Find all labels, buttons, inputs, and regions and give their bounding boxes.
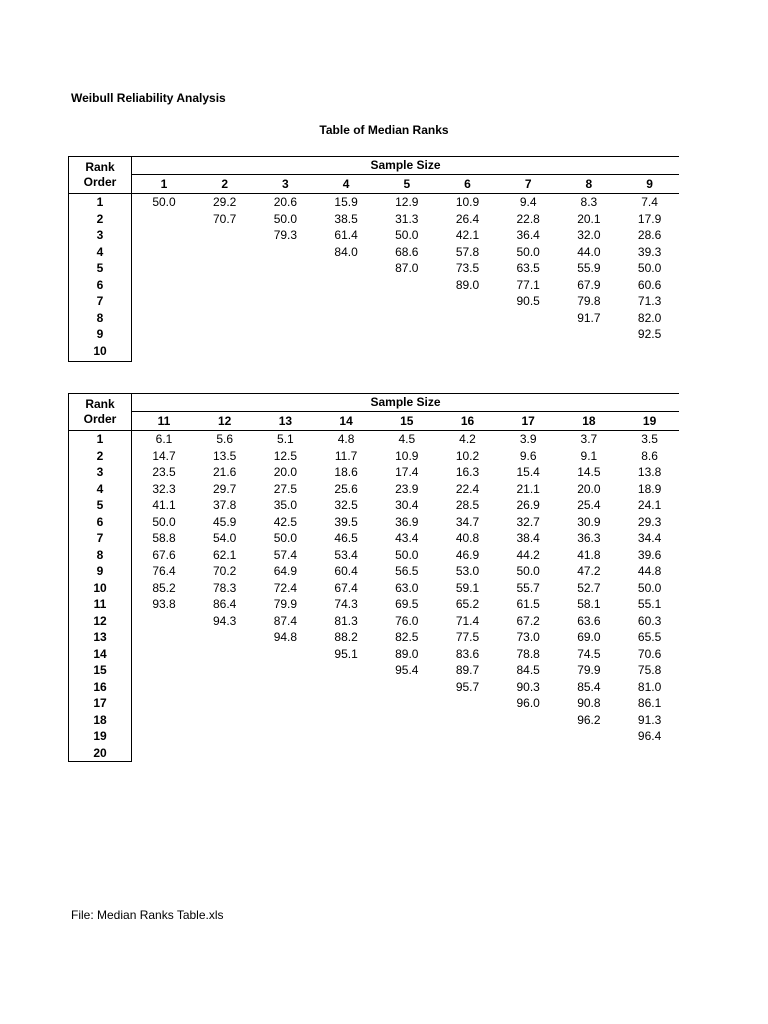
median-rank-cell: 11.7 [334, 448, 358, 463]
median-rank-cell: 63.5 [516, 261, 540, 275]
median-rank-cell: 86.4 [213, 597, 237, 611]
median-rank-cell: 38.4 [516, 531, 540, 545]
median-rank-cell: 14.7 [152, 448, 176, 463]
rank-order-cell: 4 [96, 481, 104, 496]
rank-order-header [68, 160, 132, 190]
median-rank-cell: 36.3 [577, 531, 601, 545]
median-rank-cell: 94.8 [273, 630, 298, 644]
median-rank-cell: 50.0 [273, 211, 298, 226]
median-rank-cell: 84.0 [334, 244, 358, 259]
median-rank-cell: 65.5 [637, 630, 662, 644]
median-rank-cell: 32.3 [152, 481, 176, 496]
median-rank-cell: 46.9 [455, 547, 480, 562]
median-rank-cell: 59.1 [455, 580, 480, 595]
median-rank-cell: 72.4 [273, 580, 298, 595]
sample-size-column-header: 13 [278, 414, 293, 428]
median-rank-cell: 18.6 [334, 465, 358, 479]
rank-header-line2: Order [83, 175, 117, 189]
median-rank-cell: 96.2 [577, 712, 601, 727]
median-rank-cell: 61.5 [516, 597, 540, 611]
median-rank-cell: 95.4 [395, 663, 419, 677]
median-rank-cell: 24.1 [637, 498, 662, 512]
median-rank-cell: 65.2 [455, 597, 480, 611]
rank-order-cell: 13 [93, 630, 107, 644]
median-rank-cell: 55.7 [516, 580, 540, 595]
median-rank-cell: 29.7 [213, 481, 237, 496]
median-rank-cell: 25.4 [577, 498, 601, 512]
median-rank-cell: 76.4 [152, 564, 176, 578]
median-ranks-table-1 [68, 156, 679, 362]
median-rank-cell: 36.4 [516, 228, 540, 242]
median-rank-cell: 32.5 [334, 498, 358, 512]
median-rank-cell: 71.3 [637, 294, 662, 308]
median-rank-cell: 83.6 [455, 646, 480, 661]
median-rank-cell: 39.6 [637, 547, 662, 562]
median-rank-cell: 63.0 [395, 580, 419, 595]
median-rank-cell: 92.5 [637, 327, 662, 341]
median-rank-cell: 87.0 [395, 261, 419, 275]
median-rank-cell: 63.6 [577, 613, 601, 628]
median-rank-cell: 75.8 [637, 663, 662, 677]
median-rank-cell: 23.9 [395, 481, 419, 496]
median-rank-cell: 13.5 [213, 448, 237, 463]
median-rank-cell: 81.3 [334, 613, 358, 628]
sample-size-column-header: 12 [218, 414, 232, 428]
rank-order-cell: 10 [93, 343, 107, 358]
median-rank-cell: 57.4 [273, 547, 298, 562]
median-rank-cell: 77.1 [516, 277, 540, 292]
median-rank-cell: 50.0 [516, 564, 540, 578]
median-rank-cell: 7.4 [641, 195, 658, 209]
sample-size-column-header: 7 [524, 177, 532, 191]
median-rank-cell: 27.5 [273, 481, 298, 496]
median-rank-cell: 69.0 [577, 630, 601, 644]
median-rank-cell: 3.9 [519, 432, 537, 446]
median-rank-cell: 28.5 [455, 498, 480, 512]
median-rank-cell: 47.2 [577, 564, 601, 578]
rank-header-line2: Order [83, 412, 117, 426]
rank-order-cell: 11 [93, 597, 107, 611]
rank-order-cell: 6 [96, 277, 104, 292]
median-rank-cell: 53.4 [334, 547, 358, 562]
median-rank-cell: 55.1 [637, 597, 662, 611]
median-rank-cell: 3.5 [641, 432, 658, 446]
median-rank-cell: 53.0 [455, 564, 480, 578]
median-rank-cell: 69.5 [395, 597, 419, 611]
median-rank-cell: 60.3 [637, 613, 662, 628]
median-rank-cell: 39.5 [334, 514, 358, 529]
median-rank-cell: 50.0 [637, 261, 662, 275]
median-rank-cell: 43.4 [395, 531, 419, 545]
median-rank-cell: 39.3 [637, 244, 662, 259]
rank-order-cell: 3 [96, 228, 104, 242]
rank-header-line1: Rank [85, 160, 115, 174]
median-rank-cell: 22.4 [455, 481, 480, 496]
median-rank-cell: 3.7 [580, 432, 598, 446]
median-rank-cell: 44.0 [577, 244, 601, 259]
median-rank-cell: 21.6 [213, 465, 237, 479]
median-rank-cell: 50.0 [395, 547, 419, 562]
rank-order-cell: 16 [93, 679, 107, 694]
median-rank-cell: 96.4 [637, 729, 662, 743]
median-rank-cell: 5.1 [277, 432, 294, 446]
median-rank-cell: 78.8 [516, 646, 540, 661]
median-rank-cell: 70.6 [637, 646, 662, 661]
median-rank-cell: 50.0 [273, 531, 298, 545]
rank-order-cell: 1 [96, 432, 104, 446]
median-rank-cell: 35.0 [273, 498, 298, 512]
median-rank-cell: 89.7 [455, 663, 480, 677]
median-rank-cell: 9.6 [519, 448, 537, 463]
median-rank-cell: 30.9 [577, 514, 601, 529]
median-rank-cell: 10.2 [455, 448, 480, 463]
median-rank-cell: 89.0 [455, 277, 480, 292]
rank-order-cell: 2 [96, 448, 104, 463]
sample-size-header: Sample Size [370, 158, 441, 172]
rank-order-cell: 15 [93, 663, 107, 677]
median-rank-cell: 79.9 [273, 597, 298, 611]
median-rank-cell: 23.5 [152, 465, 176, 479]
median-rank-cell: 85.2 [152, 580, 176, 595]
median-rank-cell: 46.5 [334, 531, 358, 545]
median-rank-cell: 44.8 [637, 564, 662, 578]
median-rank-cell: 94.3 [213, 613, 237, 628]
median-rank-cell: 76.0 [395, 613, 419, 628]
median-rank-cell: 74.3 [334, 597, 358, 611]
median-rank-cell: 71.4 [455, 613, 480, 628]
sample-size-column-header: 5 [403, 177, 411, 191]
median-rank-cell: 50.0 [152, 514, 176, 529]
median-rank-cell: 57.8 [455, 244, 480, 259]
median-rank-cell: 74.5 [577, 646, 601, 661]
median-rank-cell: 20.6 [273, 195, 298, 209]
median-rank-cell: 4.2 [459, 432, 476, 446]
median-rank-cell: 8.6 [641, 448, 658, 463]
sample-size-header: Sample Size [370, 395, 441, 409]
median-rank-cell: 20.0 [577, 481, 601, 496]
median-rank-cell: 55.9 [577, 261, 601, 275]
rank-order-cell: 14 [93, 646, 107, 661]
median-rank-cell: 10.9 [395, 448, 419, 463]
median-rank-cell: 78.3 [213, 580, 237, 595]
rank-order-cell: 12 [93, 613, 107, 628]
sample-size-column-header: 8 [585, 177, 593, 191]
median-rank-cell: 26.9 [516, 498, 540, 512]
median-rank-cell: 12.5 [273, 448, 298, 463]
median-rank-cell: 31.3 [395, 211, 419, 226]
median-rank-cell: 36.9 [395, 514, 419, 529]
sample-size-column-header: 3 [282, 177, 289, 191]
median-rank-cell: 54.0 [213, 531, 237, 545]
median-rank-cell: 29.3 [637, 514, 662, 529]
sample-size-column-header: 17 [521, 414, 535, 428]
median-rank-cell: 50.0 [152, 195, 176, 209]
sample-size-column-header: 9 [646, 177, 653, 191]
median-rank-cell: 50.0 [637, 580, 662, 595]
median-rank-cell: 56.5 [395, 564, 419, 578]
median-rank-cell: 26.4 [455, 211, 480, 226]
median-rank-cell: 86.1 [637, 696, 662, 710]
sample-size-column-header: 15 [400, 414, 414, 428]
report-title: Weibull Reliability Analysis [71, 91, 226, 105]
median-rank-cell: 62.1 [213, 547, 237, 562]
sample-size-column-header: 11 [157, 414, 171, 428]
sample-size-column-header: 18 [582, 414, 596, 428]
median-rank-cell: 89.0 [395, 646, 419, 661]
median-rank-cell: 73.0 [516, 630, 540, 644]
median-rank-cell: 82.0 [637, 310, 662, 325]
rank-order-header [68, 397, 132, 427]
median-rank-cell: 95.7 [455, 679, 480, 694]
rank-order-cell: 9 [96, 564, 104, 578]
median-rank-cell: 9.1 [580, 448, 598, 463]
rank-order-cell: 8 [96, 547, 104, 562]
median-rank-cell: 44.2 [516, 547, 540, 562]
sample-size-column-header: 14 [339, 414, 353, 428]
median-rank-cell: 82.5 [395, 630, 419, 644]
rank-order-cell: 18 [93, 712, 107, 727]
sample-size-column-header: 19 [642, 414, 657, 428]
median-rank-cell: 68.6 [395, 244, 419, 259]
rank-order-cell: 6 [96, 514, 104, 529]
median-rank-cell: 90.5 [516, 294, 540, 308]
sample-size-column-header: 16 [460, 414, 475, 428]
rank-order-cell: 19 [93, 729, 107, 743]
median-rank-cell: 70.2 [213, 564, 237, 578]
median-rank-cell: 64.9 [273, 564, 298, 578]
median-rank-cell: 77.5 [455, 630, 480, 644]
median-rank-cell: 21.1 [516, 481, 540, 496]
median-rank-cell: 41.1 [152, 498, 176, 512]
median-rank-cell: 20.0 [273, 465, 298, 479]
rank-order-cell: 7 [96, 531, 104, 545]
median-rank-cell: 52.7 [577, 580, 601, 595]
median-rank-cell: 28.6 [637, 228, 662, 242]
median-rank-cell: 91.7 [577, 310, 601, 325]
median-rank-cell: 67.2 [516, 613, 540, 628]
median-rank-cell: 29.2 [213, 195, 237, 209]
median-rank-cell: 96.0 [516, 696, 540, 710]
median-rank-cell: 95.1 [334, 646, 358, 661]
table-title: Table of Median Ranks [319, 123, 449, 137]
rank-order-cell: 4 [96, 244, 104, 259]
rank-order-cell: 3 [96, 465, 104, 479]
median-rank-cell: 8.3 [580, 195, 598, 209]
median-rank-cell: 38.5 [334, 211, 358, 226]
median-rank-cell: 37.8 [213, 498, 237, 512]
rank-header-line1: Rank [85, 397, 115, 411]
median-rank-cell: 70.7 [213, 211, 237, 226]
median-rank-cell: 61.4 [334, 228, 358, 242]
median-rank-cell: 85.4 [577, 679, 601, 694]
median-rank-cell: 9.4 [519, 195, 537, 209]
median-rank-cell: 25.6 [334, 481, 358, 496]
median-rank-cell: 67.9 [577, 277, 601, 292]
median-rank-cell: 15.9 [334, 195, 358, 209]
footer-filename: File: Median Ranks Table.xls [71, 908, 224, 922]
median-rank-cell: 84.5 [516, 663, 540, 677]
median-rank-cell: 22.8 [516, 211, 540, 226]
median-rank-cell: 34.4 [637, 531, 662, 545]
median-rank-cell: 50.0 [395, 228, 419, 242]
median-rank-cell: 45.9 [213, 514, 237, 529]
median-rank-cell: 58.8 [152, 531, 176, 545]
sample-size-column-header: 1 [160, 177, 168, 191]
median-rank-cell: 79.3 [273, 228, 298, 242]
median-rank-cell: 67.6 [152, 547, 176, 562]
median-rank-cell: 17.9 [637, 211, 662, 226]
median-rank-cell: 90.3 [516, 679, 540, 694]
median-rank-cell: 13.8 [637, 465, 662, 479]
median-ranks-table-2 [68, 393, 679, 762]
rank-order-cell: 10 [93, 580, 107, 595]
rank-order-cell: 5 [96, 261, 104, 275]
rank-order-cell: 1 [96, 195, 104, 209]
median-rank-cell: 87.4 [273, 613, 298, 628]
median-rank-cell: 32.7 [516, 514, 540, 529]
median-rank-cell: 93.8 [152, 597, 176, 611]
rank-order-cell: 7 [96, 294, 104, 308]
rank-order-cell: 8 [96, 310, 104, 325]
median-rank-cell: 4.8 [337, 432, 355, 446]
sample-size-column-header: 4 [342, 177, 350, 191]
rank-order-cell: 5 [96, 498, 104, 512]
median-rank-cell: 90.8 [577, 696, 601, 710]
median-rank-cell: 4.5 [398, 432, 416, 446]
median-rank-cell: 79.8 [577, 294, 601, 308]
median-rank-cell: 12.9 [395, 195, 419, 209]
median-rank-cell: 81.0 [637, 679, 662, 694]
rank-order-cell: 20 [93, 745, 107, 760]
median-rank-cell: 18.9 [637, 481, 662, 496]
median-rank-cell: 73.5 [455, 261, 480, 275]
rank-order-cell: 9 [96, 327, 104, 341]
median-rank-cell: 15.4 [516, 465, 540, 479]
median-rank-cell: 6.1 [155, 432, 173, 446]
median-rank-cell: 10.9 [455, 195, 480, 209]
median-rank-cell: 67.4 [334, 580, 358, 595]
median-rank-cell: 60.4 [334, 564, 358, 578]
median-rank-cell: 91.3 [637, 712, 662, 727]
median-rank-cell: 20.1 [577, 211, 601, 226]
median-rank-cell: 60.6 [637, 277, 662, 292]
median-rank-cell: 79.9 [577, 663, 601, 677]
median-rank-cell: 88.2 [334, 630, 358, 644]
median-rank-cell: 42.5 [273, 514, 298, 529]
median-rank-cell: 58.1 [577, 597, 601, 611]
median-rank-cell: 34.7 [455, 514, 480, 529]
median-rank-cell: 17.4 [395, 465, 419, 479]
median-rank-cell: 5.6 [216, 432, 234, 446]
median-rank-cell: 16.3 [455, 465, 480, 479]
median-rank-cell: 41.8 [577, 547, 601, 562]
median-rank-cell: 14.5 [577, 465, 601, 479]
median-rank-cell: 42.1 [455, 228, 480, 242]
median-rank-cell: 30.4 [395, 498, 419, 512]
rank-order-cell: 17 [93, 696, 107, 710]
median-rank-cell: 32.0 [577, 228, 601, 242]
sample-size-column-header: 6 [464, 177, 471, 191]
median-rank-cell: 40.8 [455, 531, 480, 545]
rank-order-cell: 2 [96, 211, 104, 226]
sample-size-column-header: 2 [221, 177, 229, 191]
median-rank-cell: 50.0 [516, 244, 540, 259]
